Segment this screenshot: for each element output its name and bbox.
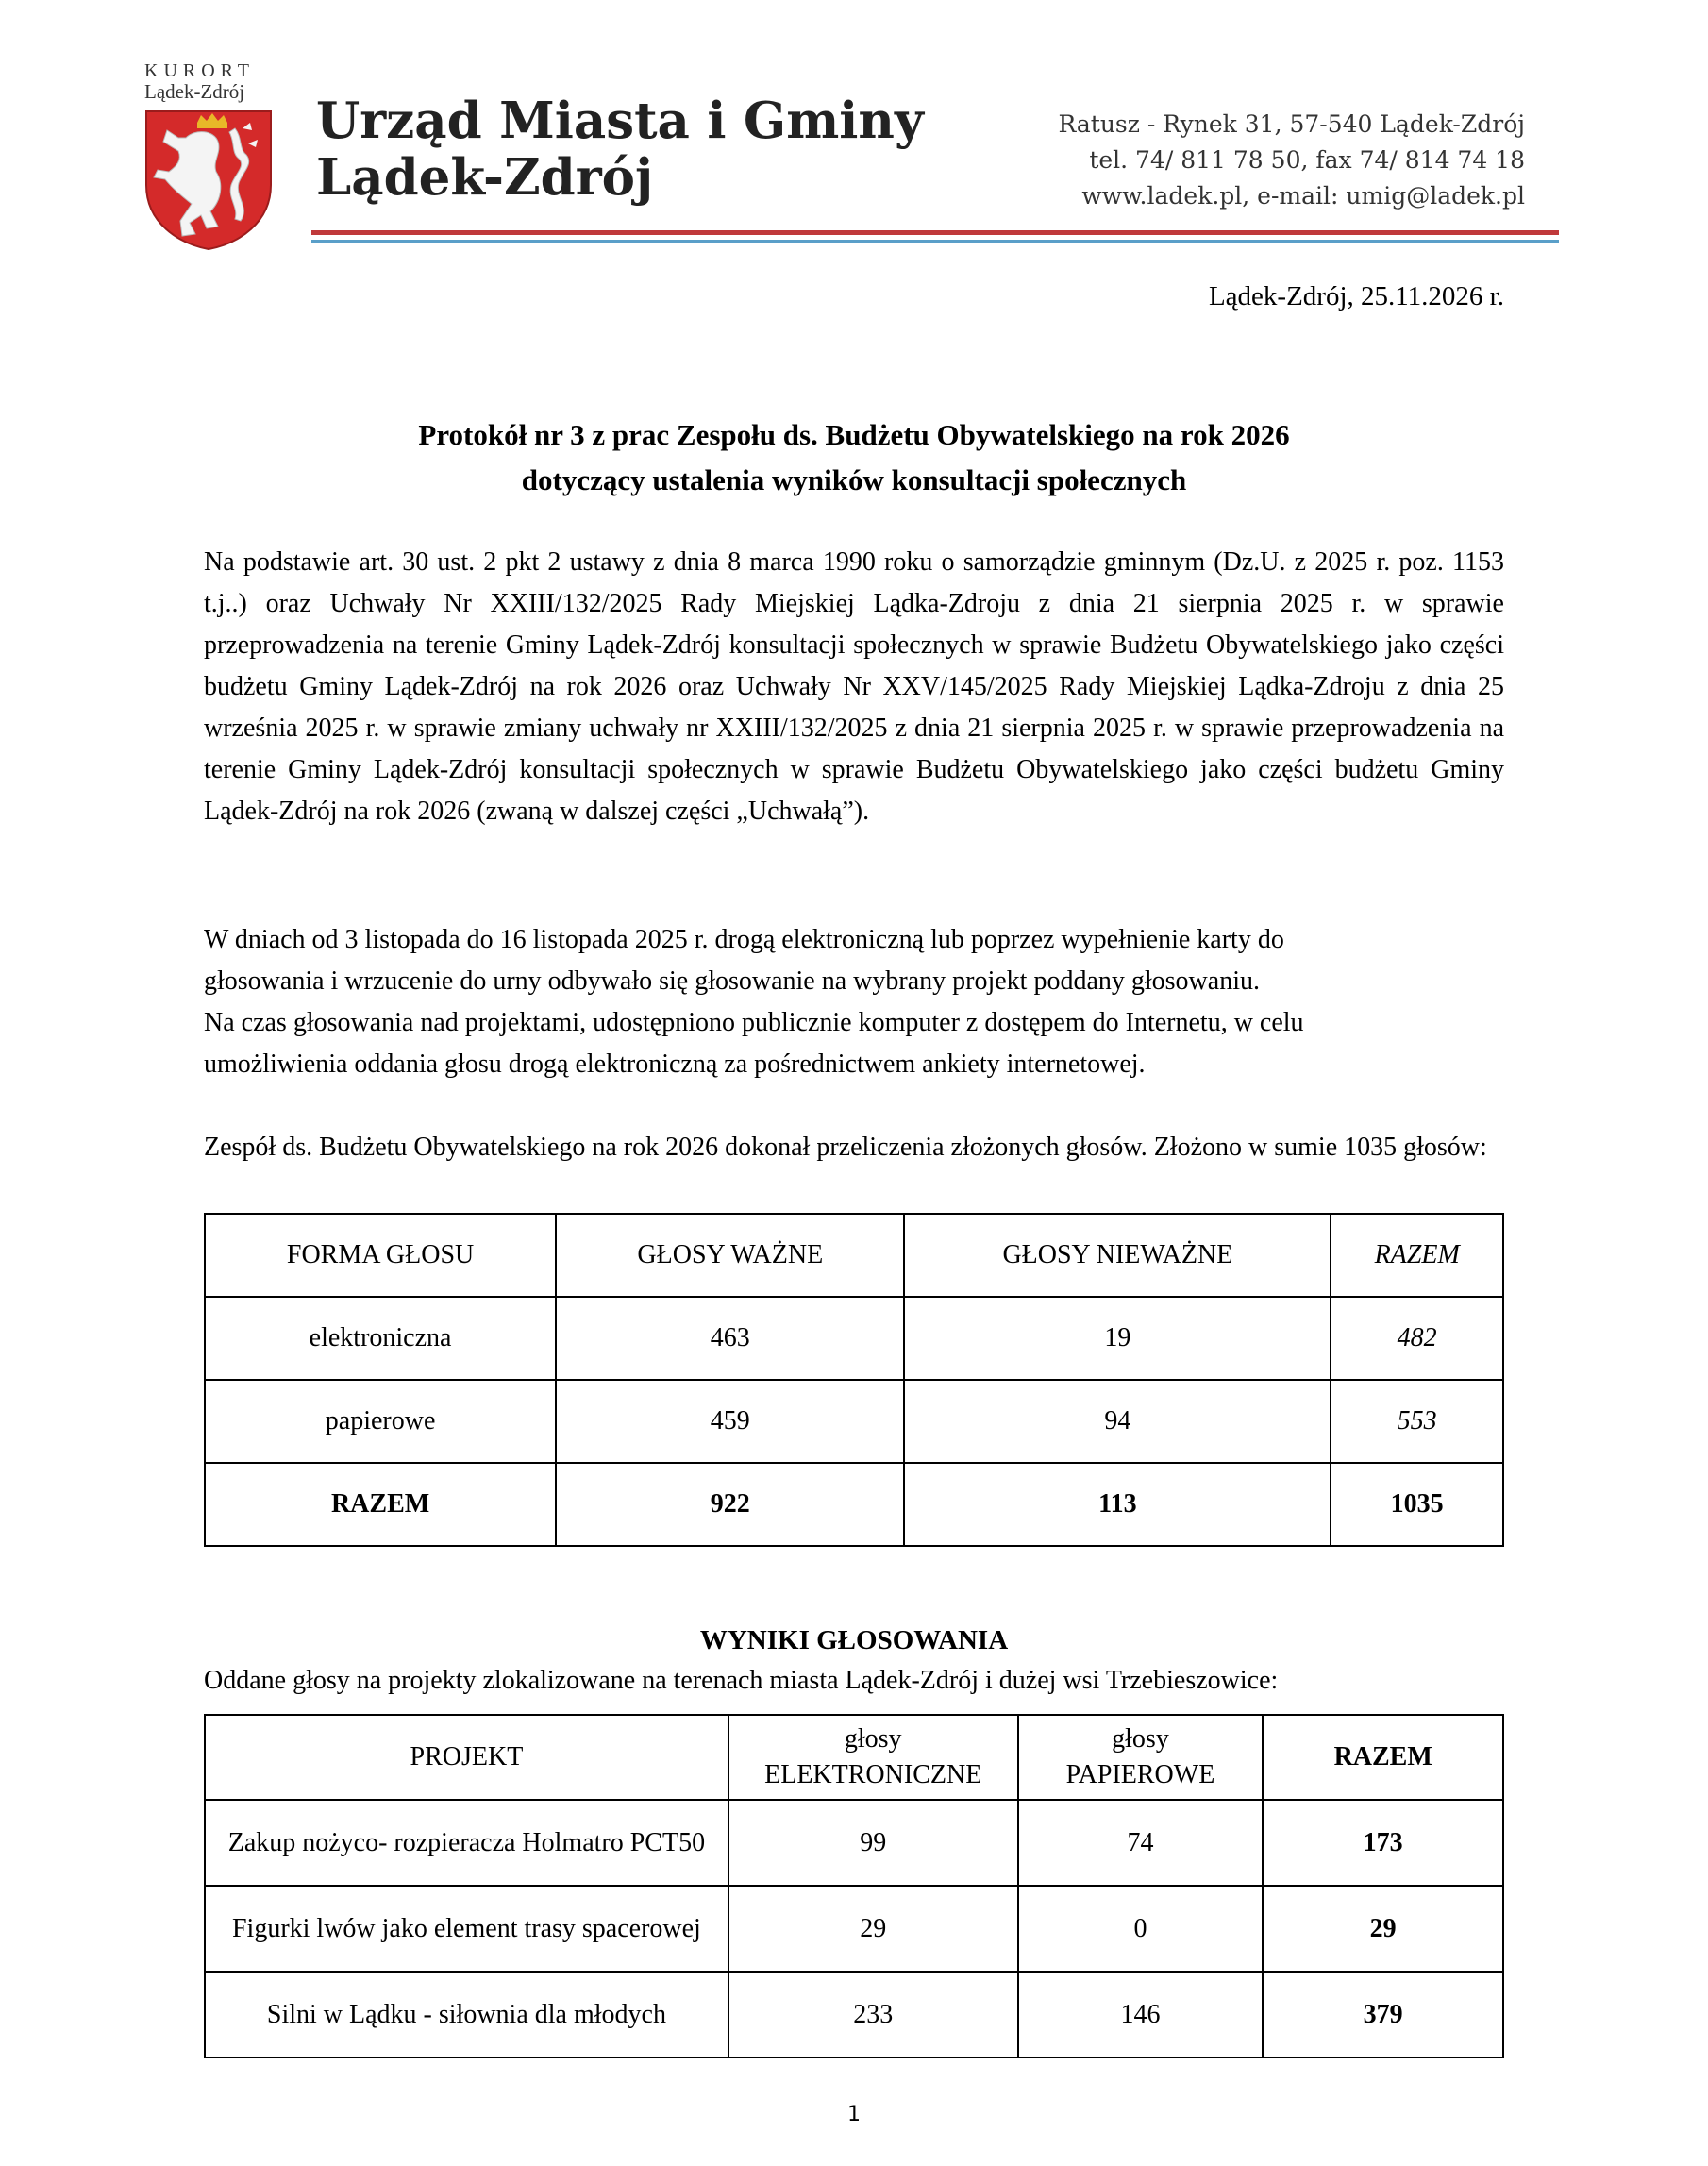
table-cell: 94 — [904, 1380, 1331, 1463]
logo-kurort-label: KURORT — [144, 60, 256, 81]
header-text: RAZEM — [1333, 1742, 1432, 1771]
table-cell: 553 — [1331, 1380, 1503, 1463]
table-header-row — [205, 1715, 1503, 1800]
electronic-votes: 29 — [728, 1886, 1018, 1972]
table-row — [205, 1886, 1503, 1972]
column-header-paper — [1018, 1715, 1264, 1800]
table-cell: 19 — [904, 1297, 1331, 1380]
coat-of-arms-lion-icon — [144, 109, 273, 251]
contact-address: Ratusz - Rynek 31, 57-540 Lądek-Zdrój — [1058, 110, 1525, 138]
header-text: głosy — [844, 1724, 902, 1754]
contact-phone: tel. 74/ 811 78 50, fax 74/ 814 74 18 — [1089, 146, 1525, 174]
total-votes: 173 — [1263, 1800, 1503, 1886]
column-header: GŁOSY NIEWAŻNE — [904, 1214, 1331, 1297]
header-text: głosy — [1112, 1724, 1169, 1754]
column-header: GŁOSY WAŻNE — [556, 1214, 904, 1297]
document-date: Lądek-Zdrój, 25.11.2026 r. — [1208, 281, 1504, 311]
votes-summary-table — [204, 1213, 1504, 1547]
header-rule-blue — [311, 240, 1559, 243]
paper-votes: 0 — [1018, 1886, 1264, 1972]
project-name: Silni w Lądku - siłownia dla młodych — [205, 1972, 728, 2057]
results-heading: WYNIKI GŁOSOWANIA — [699, 1625, 1009, 1655]
document-title — [204, 412, 1504, 503]
organization-name — [316, 92, 924, 206]
voting-results-table — [204, 1714, 1504, 2058]
header-text: PROJEKT — [410, 1742, 524, 1771]
table-cell: 463 — [556, 1297, 904, 1380]
table-row — [205, 1972, 1503, 2057]
column-header-project — [205, 1715, 728, 1800]
paper-votes: 146 — [1018, 1972, 1264, 2057]
column-header-total — [1263, 1715, 1503, 1800]
table-header-row — [205, 1214, 1503, 1297]
table-row — [205, 1380, 1503, 1463]
column-header: RAZEM — [1331, 1214, 1503, 1297]
total-votes: 29 — [1263, 1886, 1503, 1972]
table-total-row — [205, 1463, 1503, 1546]
page-number: 1 — [847, 2103, 861, 2126]
paragraph-line: umożliwienia oddania głosu drogą elektroniczną za pośrednictwem ankiety internetowej. — [204, 1049, 1146, 1079]
document-title-line1: Protokół nr 3 z prac Zespołu ds. Budżetu Obywatelskiego na rok 2026 — [418, 418, 1290, 451]
project-name: Figurki lwów jako element trasy spacerowej — [205, 1886, 728, 1972]
table-cell: 922 — [556, 1463, 904, 1546]
table-cell: 1035 — [1331, 1463, 1503, 1546]
header-rule-red — [311, 230, 1559, 235]
organization-name-line1: Urząd Miasta i Gminy — [316, 92, 924, 150]
table-cell: 482 — [1331, 1297, 1503, 1380]
paragraph-voting-period — [204, 919, 1504, 1085]
document-title-line2: dotyczący ustalenia wyników konsultacji społecznych — [521, 463, 1187, 496]
logo-city-label: Lądek-Zdrój — [144, 80, 245, 103]
table-row — [205, 1297, 1503, 1380]
table-row — [205, 1800, 1503, 1886]
paragraph-vote-count: Zespół ds. Budżetu Obywatelskiego na rok 2026 dokonał przeliczenia złożonych głosów. Złożono w sumie 1035 głosów: — [204, 1133, 1487, 1162]
contact-block — [1058, 107, 1525, 214]
paragraph-line: Na czas głosowania nad projektami, udostępniono publicznie komputer z dostępem do Internetu, w celu — [204, 1008, 1304, 1037]
table-cell: 113 — [904, 1463, 1331, 1546]
paragraph-line: głosowania i wrzucenie do urny odbywało się głosowanie na wybrany projekt poddany głosowaniu. — [204, 966, 1260, 996]
paragraph-legal-basis: Na podstawie art. 30 ust. 2 pkt 2 ustawy z dnia 8 marca 1990 roku o samorządzie gminnym (Dz.U. z 2025 r. poz. 1153 t.j..) oraz Uchwały Nr XXIII/132/2025 Rady Miejskiej Lądka-Zdroju z dnia 21 sierpnia 2025 r. w sprawie przeprowadzenia na terenie Gminy Lądek-Zdrój konsultacji społecznych w sprawie Budżetu Obywatelskiego jako części budżetu Gminy Lądek-Zdrój na rok 2026 oraz Uchwały Nr XXV/145/2025 Rady Miejskiej Lądka-Zdroju z dnia 25 września 2025 r. w sprawie zmiany uchwały nr XXIII/132/2025 z dnia 21 sierpnia 2025 r. w sprawie przeprowadzenia na terenie Gminy Lądek-Zdrój konsultacji społecznych w sprawie Budżetu Obywatelskiego jako części budżetu Gminy Lądek-Zdrój na rok 2026 (zwaną w dalszej części „Uchwałą”). — [204, 547, 1504, 826]
column-header-electronic — [728, 1715, 1018, 1800]
electronic-votes: 99 — [728, 1800, 1018, 1886]
table-cell: papierowe — [205, 1380, 556, 1463]
table-cell: RAZEM — [205, 1463, 556, 1546]
paragraph-line: W dniach od 3 listopada do 16 listopada 2025 r. drogą elektroniczną lub poprzez wypełnienie karty do — [204, 925, 1284, 954]
contact-web-email: www.ladek.pl, e-mail: umig@ladek.pl — [1081, 182, 1525, 210]
results-subtitle: Oddane głosy na projekty zlokalizowane na terenach miasta Lądek-Zdrój i dużej wsi Trzebieszowice: — [204, 1666, 1279, 1695]
total-votes: 379 — [1263, 1972, 1503, 2057]
column-header: FORMA GŁOSU — [205, 1214, 556, 1297]
header-text: ELEKTRONICZNE — [764, 1760, 982, 1789]
table-cell: 459 — [556, 1380, 904, 1463]
paper-votes: 74 — [1018, 1800, 1264, 1886]
organization-name-line2: Lądek-Zdrój — [316, 148, 654, 207]
table-cell: elektroniczna — [205, 1297, 556, 1380]
header-text: PAPIEROWE — [1065, 1760, 1215, 1789]
electronic-votes: 233 — [728, 1972, 1018, 2057]
project-name: Zakup nożyco- rozpieracza Holmatro PCT50 — [205, 1800, 728, 1886]
